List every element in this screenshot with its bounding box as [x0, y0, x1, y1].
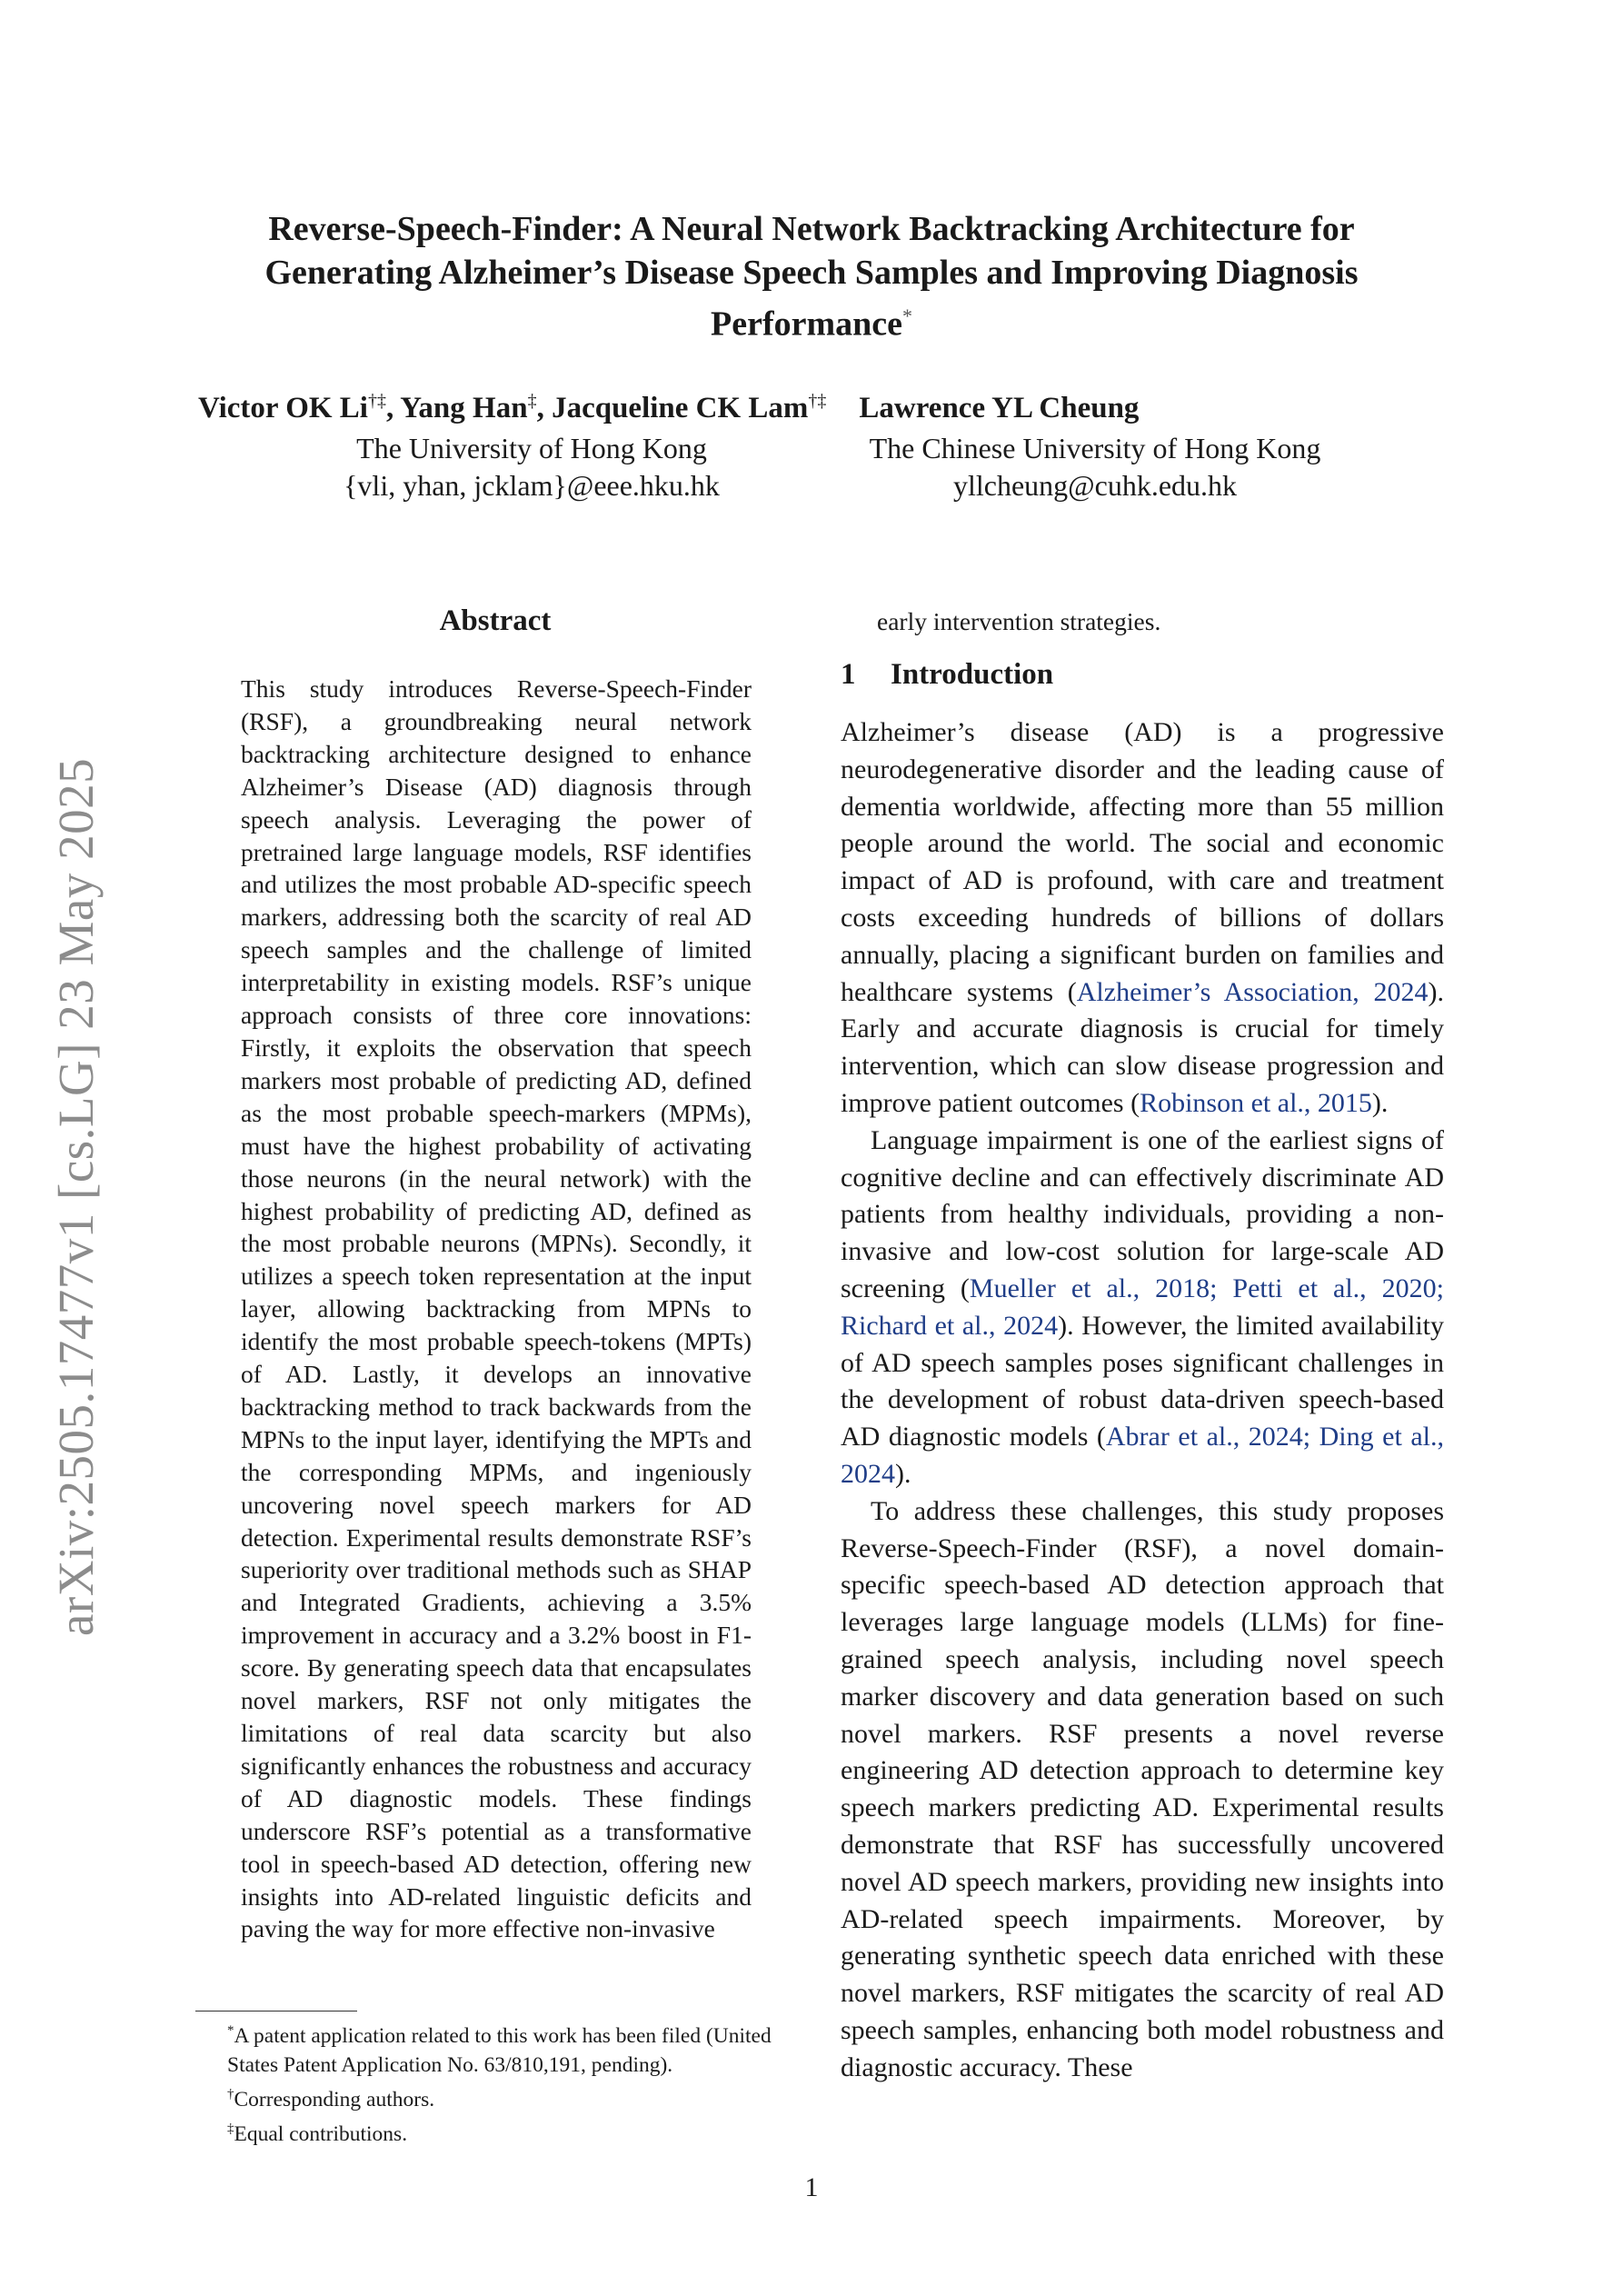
- citation-separator: ;: [1436, 1273, 1444, 1303]
- intro-p2-text-c: ).: [895, 1458, 911, 1489]
- author-2-mark: ‡: [527, 391, 537, 411]
- abstract-text: This study introduces Reverse-Speech-Finder (RSF), a groundbreaking neural network backtracking architecture designed to enhance Alzheimer’s Disease (AD) diagnosis through speech analysis. Leveraging the power of pretrained large language models, RSF identifies and utilizes the most probable AD-specific speech markers, addressing both the scarcity of real AD speech samples and the challenge of limited interpretability in existing models. RSF’s unique approach consists of three core innovations: Firstly, it exploits the observation that speech markers most probable of predicting AD, defined as the most probable speech-markers (MPMs), must have the highest probability of activating those neurons (in the neural network) with the highest probability of predicting AD, defined as the most probable neurons (MPNs). Secondly, it utilizes a speech token representation at the input layer, allowing backtracking from MPNs to identify the most probable speech-tokens (MPTs) of AD. Lastly, it develops an innovative backtracking method to track backwards from the MPNs to the input layer, identifying the MPTs and the corresponding MPMs, and ingeniously uncovering novel speech markers for AD detection. Experimental results demonstrate RSF’s superiority over traditional methods such as SHAP and Integrated Gradients, achieving a 3.5% improvement in accuracy and a 3.2% boost in F1-score. By generating speech data that encapsulates novel markers, RSF not only mitigates the limitations of real data scarcity but also significantly enhances the robustness and accuracy of AD diagnostic models. These findings underscore RSF’s potential as a transformative tool in speech-based AD detection, offering new insights into AD-related linguistic deficits and paving the way for more effective non-invasive: [241, 674, 752, 1943]
- author-4: Lawrence YL Cheung: [859, 392, 1140, 424]
- intro-p2-text-a: Language impairment is one of the earliest signs of cognitive decline and can effectively discriminate AD patients from healthy individuals, providing a non-invasive and low-cost solution for large-scale AD screening (: [841, 1124, 1444, 1303]
- footnote-1-mark: *: [227, 2023, 234, 2038]
- footnote-3: [191, 2114, 800, 2149]
- citation-link[interactable]: Robinson et al., 2015: [1140, 1087, 1372, 1118]
- title-line-3: [182, 294, 1441, 346]
- citation-link[interactable]: Ding et al., 2024: [841, 1422, 1444, 1489]
- citation-link[interactable]: Abrar et al., 2024: [1105, 1422, 1303, 1452]
- title-line-3-text: Performance: [711, 304, 902, 344]
- footnote-1-text: A patent application related to this work has been filed (United States Patent Application No. 63/810,191, pending).: [227, 2023, 772, 2077]
- author-list: [198, 391, 1139, 425]
- introduction-body: [841, 714, 1444, 2086]
- footnotes: [191, 2016, 800, 2148]
- intro-paragraph-2: [841, 1123, 1444, 1493]
- email-left: {vli, yhan, jcklam}@eee.hku.hk: [344, 469, 720, 502]
- intro-p1-text-b: ). Early and accurate diagnosis is crucial for timely intervention, which can slow disease progression and improve patient outcomes (: [841, 976, 1444, 1118]
- footnote-3-text: Equal contributions.: [234, 2121, 408, 2146]
- email-right: yllcheung@cuhk.edu.hk: [952, 469, 1238, 502]
- title-line-1: Reverse-Speech-Finder: A Neural Network Backtracking Architecture for: [268, 210, 1355, 248]
- citation-link[interactable]: Mueller et al., 2018: [969, 1273, 1210, 1303]
- affiliation-right: The Chinese University of Hong Kong: [869, 432, 1321, 464]
- author-1: Victor OK Li: [198, 392, 368, 424]
- arxiv-identifier-stamp: [0, 0, 104, 1682]
- title-footnote-mark: *: [902, 304, 912, 327]
- title-line-2: Generating Alzheimer’s Disease Speech Samples and Improving Diagnosis: [264, 254, 1359, 292]
- abstract-continuation: early intervention strategies.: [877, 607, 1161, 635]
- intro-paragraph-3: To address these challenges, this study proposes Reverse-Speech-Finder (RSF), a novel domain-specific speech-based AD detection approach that leverages large language models (LLMs) for fine-grained speech analysis, including novel speech marker discovery and data generation based on such novel markers. RSF presents a novel reverse engineering AD detection approach to determine key speech markers predicting AD. Experimental results demonstrate that RSF has successfully uncovered novel AD speech markers, providing new insights into AD-related speech impairments. Moreover, by generating synthetic speech data enriched with these novel markers, RSF mitigates the scarcity of real AD speech samples, enhancing both model robustness and diagnostic accuracy. These: [841, 1495, 1444, 2082]
- footnote-2-text: Corresponding authors.: [234, 2087, 435, 2111]
- section-heading-introduction: [841, 658, 1053, 692]
- intro-p1-text-c: ).: [1371, 1087, 1389, 1118]
- footnote-3-mark: ‡: [227, 2121, 234, 2136]
- citation-link[interactable]: Alzheimer’s Association, 2024: [1076, 976, 1429, 1007]
- citation-link[interactable]: Petti et al., 2020: [1232, 1273, 1437, 1303]
- arxiv-id-text: arXiv:2505.17477v1 [cs.LG] 23 May 2025: [48, 757, 104, 1636]
- author-1-mark: †‡: [367, 391, 386, 411]
- paper-title: [182, 207, 1441, 346]
- intro-p2-text-b: ). However, the limited availability of AD speech samples poses significant challenges in the development of robust data-driven speech-based AD diagnostic models (: [841, 1310, 1444, 1452]
- intro-p1-text-a: Alzheimer’s disease (AD) is a progressive neurodegenerative disorder and the leading cause of dementia worldwide, affecting more than 55 million people around the world. The social and economic impact of AD is profound, with care and treatment costs exceeding hundreds of billions of dollars annually, placing a significant burden on families and healthcare systems (: [841, 717, 1444, 1007]
- intro-paragraph-1: [841, 714, 1444, 1123]
- page-number: 1: [804, 2172, 819, 2202]
- author-3: , Jacqueline CK Lam: [536, 392, 809, 424]
- affiliation-left: The University of Hong Kong: [356, 432, 707, 464]
- citation-separator: ;: [1302, 1422, 1319, 1452]
- footnote-1: [191, 2016, 800, 2080]
- abstract-heading: Abstract: [439, 604, 552, 637]
- citation-link[interactable]: Richard et al., 2024: [841, 1310, 1059, 1341]
- footnote-2: [191, 2080, 800, 2114]
- citation-separator: ;: [1210, 1273, 1233, 1303]
- author-3-mark: †‡: [808, 391, 827, 411]
- author-2: , Yang Han: [385, 392, 528, 424]
- section-title: Introduction: [891, 658, 1054, 691]
- footnote-2-mark: †: [227, 2086, 234, 2101]
- section-number: 1: [841, 658, 856, 691]
